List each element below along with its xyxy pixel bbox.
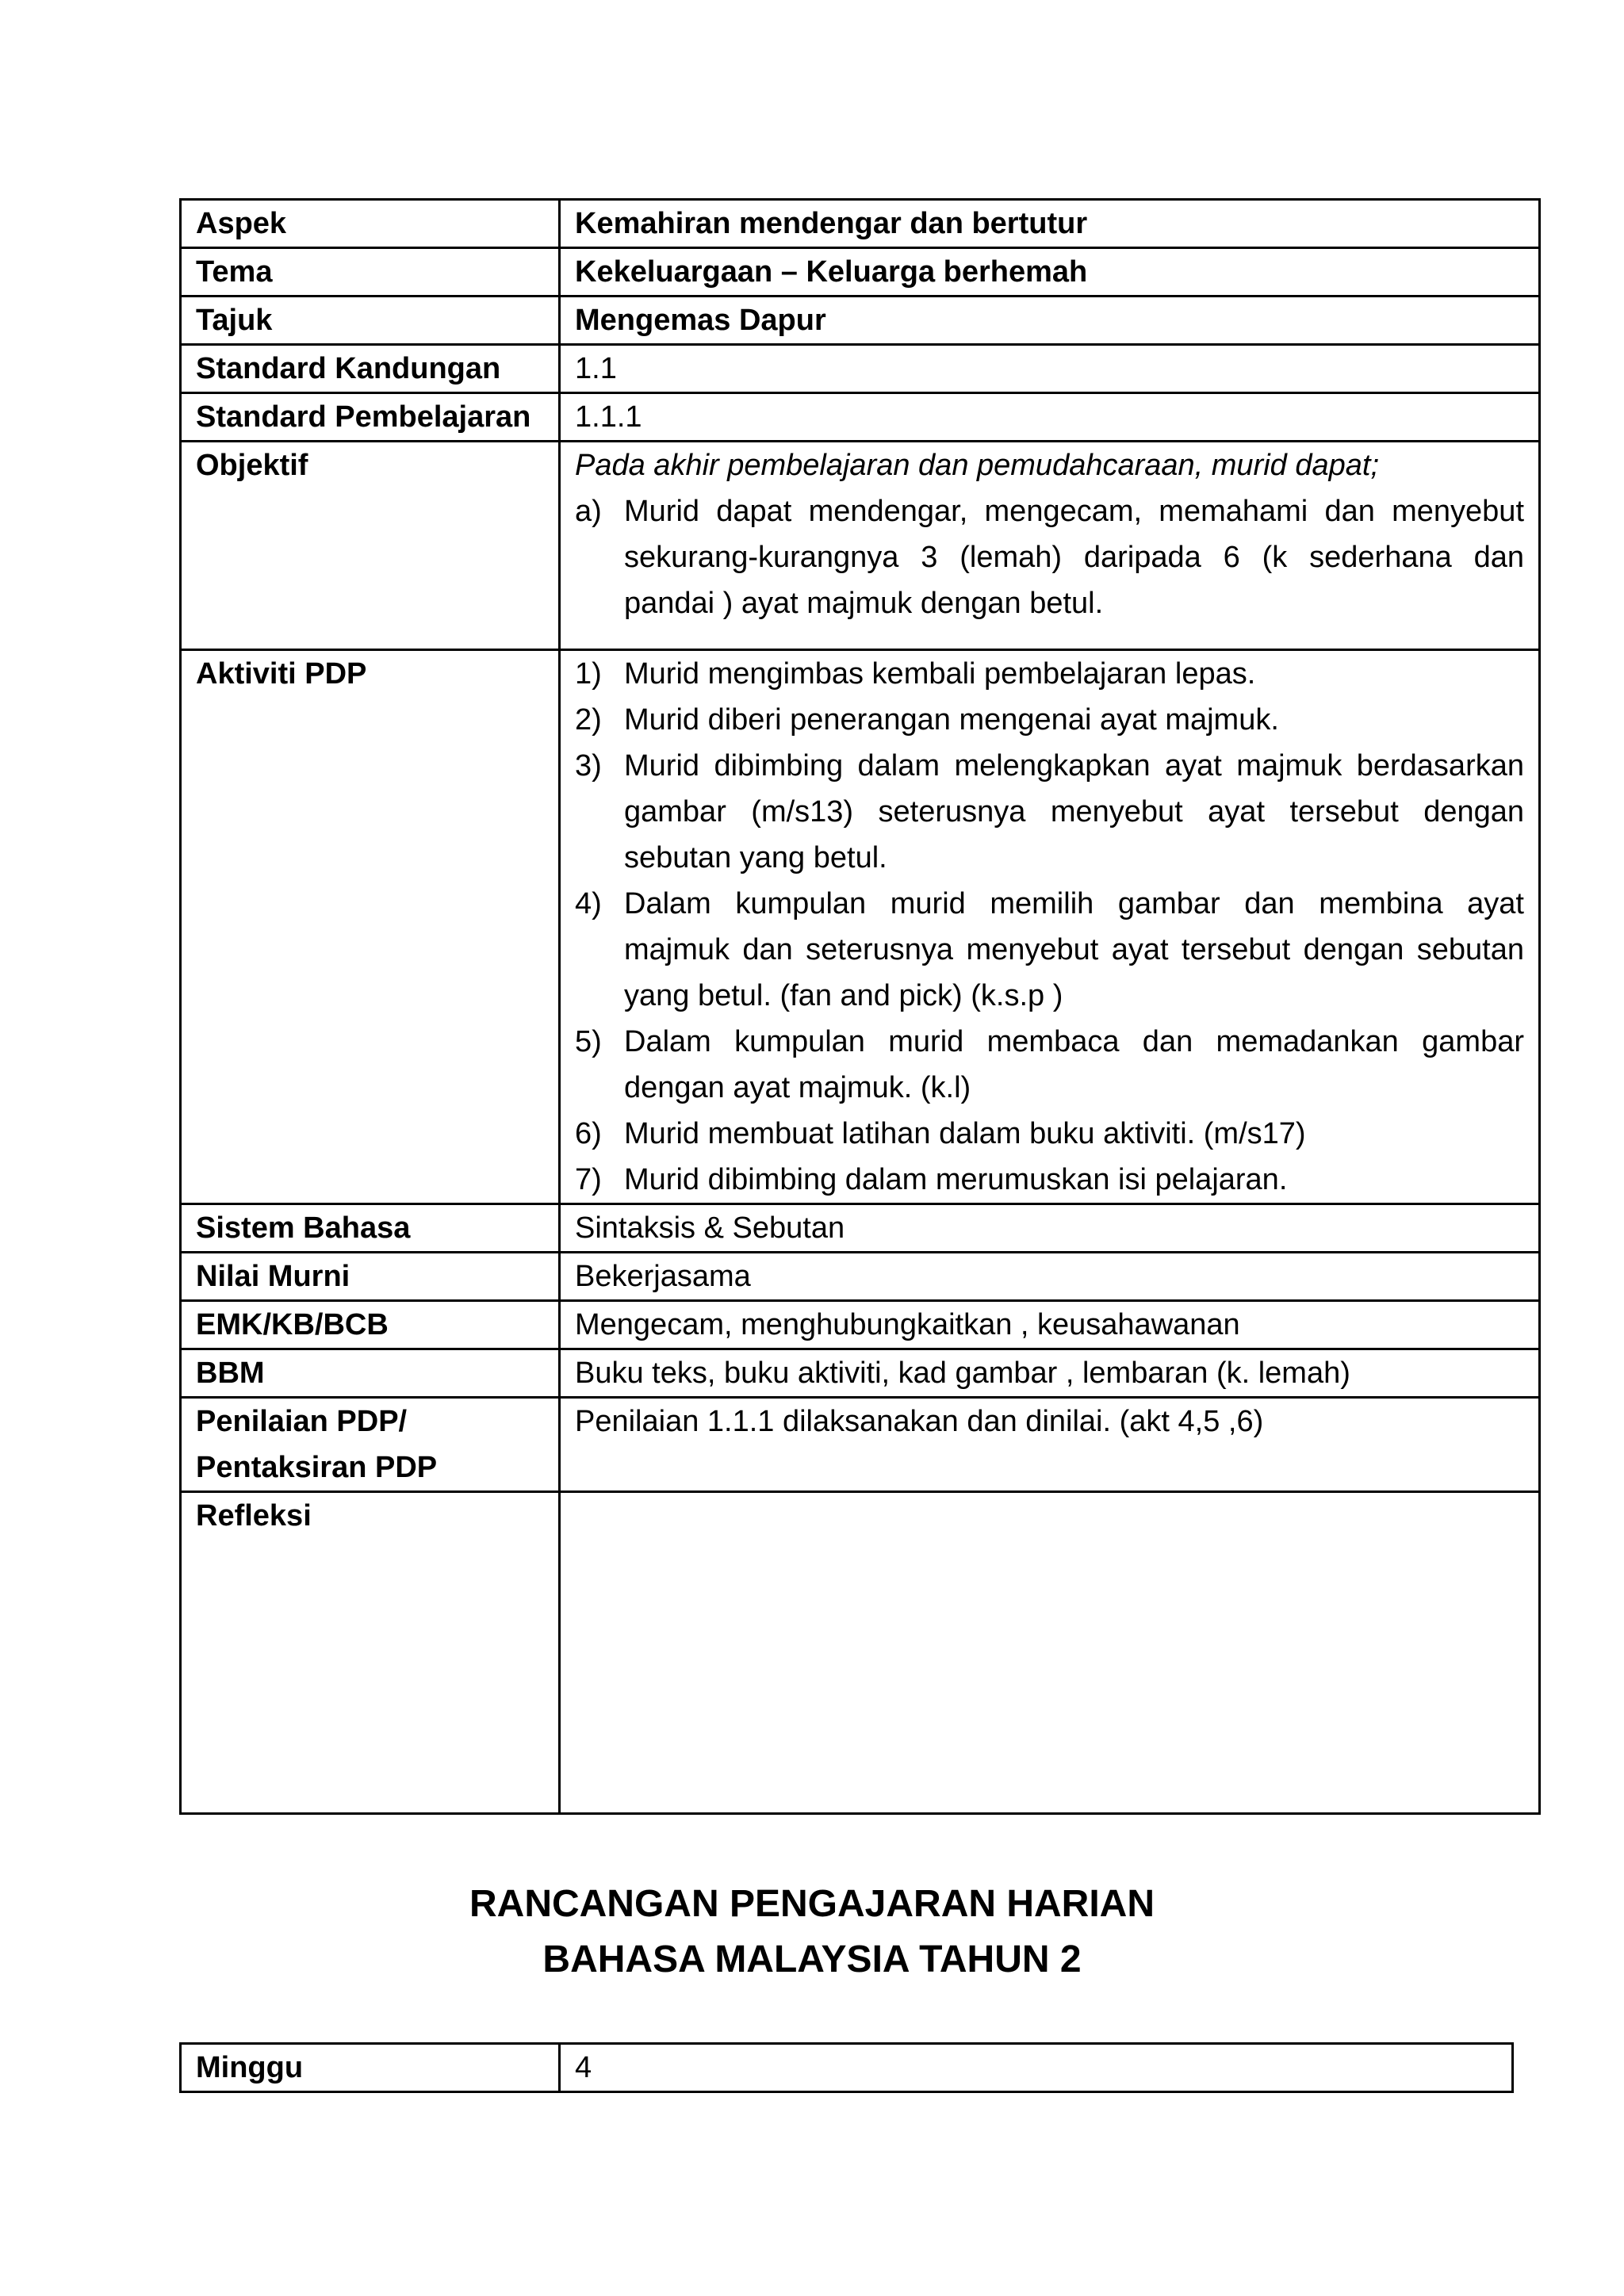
bbm-label: BBM (181, 1349, 560, 1398)
aktiviti-item-marker: 3) (575, 749, 602, 783)
document-title: RANCANGAN PENGAJARAN HARIAN (469, 1883, 1155, 1925)
aktiviti-item (575, 881, 1524, 1019)
aktiviti-item-marker: 6) (575, 1117, 602, 1150)
row-aktiviti (181, 650, 1540, 1204)
aktiviti-item (575, 1157, 1524, 1203)
nilai-murni-value: Bekerjasama (560, 1253, 1540, 1301)
aktiviti-item-text: Murid membuat latihan dalam buku aktiviti. (m/s17) (624, 1117, 1306, 1150)
aktiviti-item-marker: 7) (575, 1163, 602, 1196)
row-tajuk (181, 297, 1540, 345)
penilaian-label-line2: Pentaksiran PDP (196, 1451, 438, 1484)
row-bbm (181, 1349, 1540, 1398)
penilaian-label-line1: Penilaian PDP/ (196, 1405, 408, 1438)
lesson-plan-table (179, 198, 1541, 1815)
row-minggu (181, 2044, 1513, 2092)
aktiviti-item-marker: 5) (575, 1025, 602, 1058)
aktiviti-item (575, 1019, 1524, 1111)
objektif-list (575, 488, 1524, 626)
tajuk-label: Tajuk (181, 297, 560, 345)
row-objektif (181, 442, 1540, 650)
standard-pembelajaran-label: Standard Pembelajaran (181, 393, 560, 442)
emk-label: EMK/KB/BCB (181, 1301, 560, 1349)
refleksi-label: Refleksi (181, 1492, 560, 1814)
aktiviti-list (575, 651, 1524, 1203)
sistem-bahasa-label: Sistem Bahasa (181, 1204, 560, 1253)
aktiviti-item (575, 743, 1524, 881)
aktiviti-cell (560, 650, 1540, 1204)
penilaian-value: Penilaian 1.1.1 dilaksanakan dan dinilai. (akt 4,5 ,6) (560, 1398, 1540, 1492)
tajuk-value: Mengemas Dapur (560, 297, 1540, 345)
aktiviti-item (575, 651, 1524, 697)
objektif-item-text: Murid dapat mendengar, mengecam, memahami dan menyebut sekurang-kurangnya 3 (lemah) daripada 6 (k sederhana dan pandai ) ayat majmuk dengan betul. (624, 495, 1524, 620)
row-nilai-murni (181, 1253, 1540, 1301)
aktiviti-item (575, 1111, 1524, 1157)
row-standard-pembelajaran (181, 393, 1540, 442)
aktiviti-item-marker: 1) (575, 657, 602, 691)
aktiviti-item-marker: 2) (575, 703, 602, 737)
aktiviti-item-text: Dalam kumpulan murid memilih gambar dan membina ayat majmuk dan seterusnya menyebut ayat tersebut dengan sebutan yang betul. (fan and pick) (k.s.p ) (624, 887, 1524, 1012)
objektif-label: Objektif (181, 442, 560, 650)
objektif-item-marker: a) (575, 495, 602, 528)
bbm-value: Buku teks, buku aktiviti, kad gambar , lembaran (k. lemah) (560, 1349, 1540, 1398)
week-table (179, 2042, 1514, 2093)
aktiviti-label: Aktiviti PDP (181, 650, 560, 1204)
aktiviti-item-marker: 4) (575, 887, 602, 920)
aktiviti-item (575, 697, 1524, 743)
refleksi-value (560, 1492, 1540, 1814)
row-penilaian (181, 1398, 1540, 1492)
aktiviti-item-text: Dalam kumpulan murid membaca dan memadankan gambar dengan ayat majmuk. (k.l) (624, 1025, 1524, 1104)
aktiviti-item-text: Murid dibimbing dalam melengkapkan ayat majmuk berdasarkan gambar (m/s13) seterusnya menyebut ayat tersebut dengan sebutan yang betul. (624, 749, 1524, 874)
standard-kandungan-value: 1.1 (560, 345, 1540, 393)
row-emk (181, 1301, 1540, 1349)
objektif-item (575, 488, 1524, 626)
row-sistem-bahasa (181, 1204, 1540, 1253)
sistem-bahasa-value: Sintaksis & Sebutan (560, 1204, 1540, 1253)
aktiviti-item-text: Murid diberi penerangan mengenai ayat majmuk. (624, 703, 1279, 737)
objektif-cell (560, 442, 1540, 650)
standard-kandungan-label: Standard Kandungan (181, 345, 560, 393)
penilaian-label-cell (181, 1398, 560, 1492)
minggu-value: 4 (560, 2044, 1513, 2092)
minggu-label: Minggu (181, 2044, 560, 2092)
objektif-intro: Pada akhir pembelajaran dan pemudahcaraan, murid dapat; (575, 449, 1379, 482)
nilai-murni-label: Nilai Murni (181, 1253, 560, 1301)
standard-pembelajaran-value: 1.1.1 (560, 393, 1540, 442)
row-aspek (181, 200, 1540, 248)
document-subtitle: BAHASA MALAYSIA TAHUN 2 (542, 1938, 1082, 1980)
row-standard-kandungan (181, 345, 1540, 393)
aktiviti-item-text: Murid mengimbas kembali pembelajaran lepas. (624, 657, 1256, 691)
aspek-value: Kemahiran mendengar dan bertutur (560, 200, 1540, 248)
tema-label: Tema (181, 248, 560, 297)
row-tema (181, 248, 1540, 297)
aktiviti-item-text: Murid dibimbing dalam merumuskan isi pelajaran. (624, 1163, 1288, 1196)
emk-value: Mengecam, menghubungkaitkan , keusahawanan (560, 1301, 1540, 1349)
row-refleksi (181, 1492, 1540, 1814)
tema-value: Kekeluargaan – Keluarga berhemah (560, 248, 1540, 297)
aspek-label: Aspek (181, 200, 560, 248)
